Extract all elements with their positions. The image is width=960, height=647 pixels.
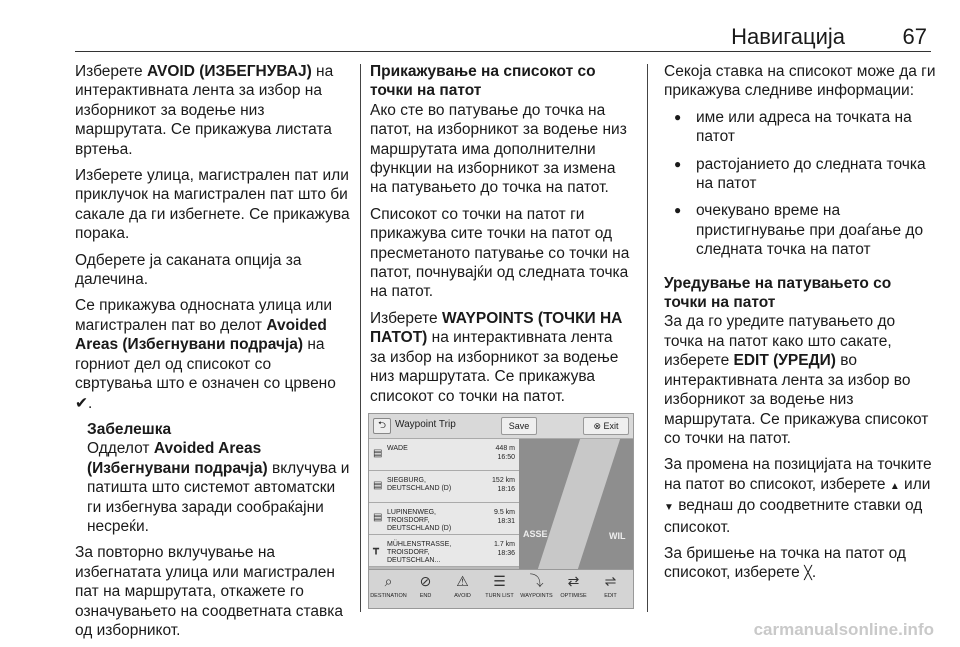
list-item: ● име или адреса на точката на патот — [664, 108, 936, 147]
paragraph: Изберете улица, магистрален пат или приклучок на магистрален пат што би сакале да ги избегнете. Се прикажува порака. — [75, 167, 350, 243]
waypoints-icon: ⤵ — [529, 573, 544, 589]
list-item: ● растојанието до следната точка на патот — [664, 155, 936, 194]
screen-title: Waypoint Trip — [395, 419, 456, 430]
warning-icon: ⚠ — [456, 573, 469, 589]
map-area — [519, 439, 633, 569]
edit-item: ⇌ EDIT — [592, 570, 629, 609]
note-text: Одделот Avoided Areas (Избегнувани подрачја) вклучува и патишта што системот автоматски ги избегнува заради сообраќајни несреќи. — [87, 440, 350, 535]
chat-bubble-icon: ▤ — [373, 480, 383, 491]
header-rule — [75, 51, 931, 52]
save-button: Save — [501, 417, 537, 435]
chat-bubble-icon: ▤ — [373, 448, 383, 459]
interaction-bar — [369, 569, 633, 609]
column-divider-2 — [647, 64, 648, 612]
turn-list-icon: ☰ — [493, 573, 506, 589]
exit-icon: ⊗ — [593, 421, 604, 431]
back-arrow-icon: ⮌ — [373, 418, 391, 434]
paragraph: Изберете WAYPOINTS (ТОЧКИ НА ПАТОТ) на интерактивната лента за избор на изборникот за водење низ маршрутата. Се прикажува списокот со точки на патот. — [370, 309, 623, 405]
page-title: Навигација — [731, 24, 845, 49]
column-3 — [664, 62, 936, 591]
paragraph: Одберете ја саканата опција за далечина. — [75, 251, 302, 289]
list-item: ┳ MÜHLENSTRASSE, TROISDORF, DEUTSCHLAN... 1.7 km 18:36 — [369, 535, 519, 567]
section-heading: Прикажување на списокот со точки на патот — [370, 63, 596, 100]
edit-icon: ⇌ — [604, 573, 617, 589]
waypoints-item: ⤵ WAYPOINTS — [518, 570, 555, 609]
column-1 — [75, 62, 351, 647]
close-icon: ╳ — [804, 566, 812, 582]
end-item: ⊘ END — [407, 570, 444, 609]
chat-bubble-icon: ▤ — [373, 512, 383, 523]
list-item: ▤ LUPINENWEG, TROISDORF, DEUTSCHLAND (D) 9.5 km 18:31 — [369, 503, 519, 535]
paragraph: Списокот со точки на патот ги прикажува сите точки на патот од пресметаното патување со точки на патот, почнувајќи од следната точка на патот. — [370, 205, 630, 301]
device-screenshot — [368, 413, 634, 609]
screen-header — [369, 414, 633, 439]
note-title: Забелешка — [87, 420, 172, 438]
waypoint-list — [369, 439, 519, 567]
watermark: carmanualsonline.info — [753, 620, 934, 639]
column-divider-1 — [360, 64, 361, 612]
paragraph: Се прикажува односната улица или магистрален пат во делот Avoided Areas (Избегнувани подрачја) на горниот дел од списокот со свртувања што е означен со црвено ✔. — [75, 297, 336, 412]
paragraph: За повторно вклучување на избегнатата улица или магистрален пат на маршрутата, откажете го означувањето на соодветната ставка од изборникот. — [75, 544, 344, 639]
map-label: ASSE — [523, 529, 548, 539]
exit-button: ⊗ Exit — [583, 417, 629, 435]
list-item: ● очекувано време на пристигнување при доаѓање до следната точка на патот — [664, 201, 936, 259]
paragraph: Ако сте во патување до точка на патот, на изборникот за водење низ маршрутата има дополнителни функции на изборникот за измена на патувањето до точка на патот. — [370, 101, 627, 197]
page-header — [75, 0, 931, 52]
column-2 — [370, 62, 632, 413]
avoid-item: ⚠ AVOID — [444, 570, 481, 609]
map-road — [538, 439, 620, 569]
bullet-list — [664, 108, 936, 260]
optimise-item: ⇄ OPTIMISE — [555, 570, 592, 609]
destination-item: ⌕ DESTINATION — [370, 570, 407, 609]
section-heading: Уредување на патувањето со точки на патот — [664, 274, 892, 312]
search-icon: ⌕ — [384, 573, 393, 589]
optimise-icon: ⇄ — [567, 573, 580, 589]
list-item: ▤ WADE 448 m 16:50 — [369, 439, 519, 471]
checkmark-icon: ✔ — [75, 394, 88, 412]
paragraph: Секоја ставка на списокот може да ги прикажува следниве информации: — [664, 63, 936, 100]
road-sign-icon: ┳ — [373, 544, 380, 555]
down-arrow-icon: ▼ — [664, 502, 674, 514]
map-label: WIL — [609, 531, 626, 541]
paragraph: За да го уредите патувањето до точка на патот како што сакате, изберете EDIT (УРЕДИ) во интерактивната лента за избор во изборникот за водење низ маршрутата. Се прикажува списокот со точки на патот. — [664, 313, 929, 447]
end-route-icon: ⊘ — [419, 573, 432, 589]
turn-list-item: ☰ TURN LIST — [481, 570, 518, 609]
page-number: 67 — [902, 24, 927, 49]
list-item: ▤ SIEGBURG, DEUTSCHLAND (D) 152 km 18:16 — [369, 471, 519, 503]
paragraph: За промена на позицијата на точките на патот во списокот, изберете ▲ или ▼ веднаш до соодветните ставки од списокот. — [664, 456, 932, 536]
paragraph: Изберете AVOID (ИЗБЕГНУВАЈ) на интерактивната лента за избор на изборникот за водење низ маршрутата. Се прикажува листата вртења. — [75, 63, 334, 158]
note-box — [75, 420, 351, 536]
up-arrow-icon: ▲ — [889, 480, 900, 492]
paragraph: За бришење на точка на патот од списокот, изберете ╳. — [664, 544, 906, 582]
